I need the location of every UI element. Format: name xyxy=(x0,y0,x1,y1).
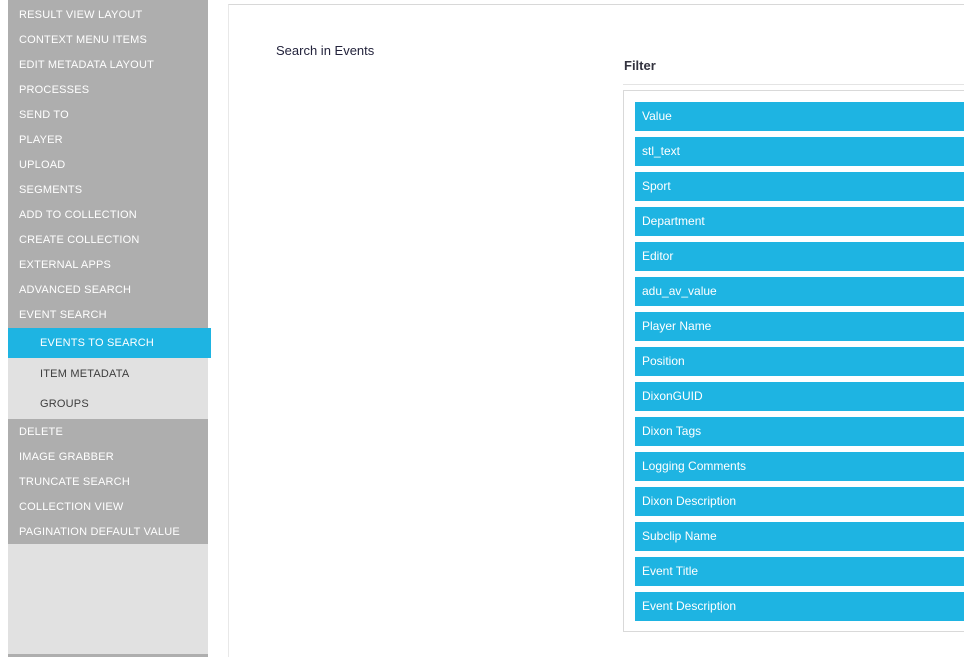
sidebar-sub-item[interactable]: GROUPS xyxy=(40,398,89,410)
filter-section-label: Filter xyxy=(624,58,656,73)
sidebar-item[interactable]: UPLOAD xyxy=(19,159,66,171)
sidebar-item[interactable]: RESULT VIEW LAYOUT xyxy=(19,9,143,21)
sidebar-item[interactable]: CONTEXT MENU ITEMS xyxy=(19,34,148,46)
sidebar-item[interactable]: EDIT METADATA LAYOUT xyxy=(19,59,155,71)
sidebar-item[interactable]: DELETE xyxy=(19,426,63,438)
filter-separator-line xyxy=(623,84,964,85)
filter-field-button[interactable]: Department xyxy=(635,207,964,236)
filter-field-button[interactable]: Subclip Name xyxy=(635,522,964,551)
sidebar-item[interactable]: EXTERNAL APPS xyxy=(19,259,112,271)
sidebar-group-bottom xyxy=(8,419,208,544)
sidebar-item[interactable]: EVENT SEARCH xyxy=(19,309,107,321)
filter-field-button[interactable]: Sport xyxy=(635,172,964,201)
sidebar-item[interactable]: IMAGE GRABBER xyxy=(19,451,114,463)
filter-field-button[interactable]: adu_av_value xyxy=(635,277,964,306)
sidebar-item[interactable]: CREATE COLLECTION xyxy=(19,234,140,246)
filter-field-button[interactable]: Value xyxy=(635,102,964,131)
filter-field-button[interactable]: Event Title xyxy=(635,557,964,586)
filter-field-button[interactable]: DixonGUID xyxy=(635,382,964,411)
sidebar-item[interactable]: PLAYER xyxy=(19,134,63,146)
page-title: Search in Events xyxy=(276,43,375,58)
filter-field-button[interactable]: Event Description xyxy=(635,592,964,621)
sidebar-group-top xyxy=(8,0,208,328)
filter-field-button[interactable]: Position xyxy=(635,347,964,376)
sidebar-item[interactable]: ADVANCED SEARCH xyxy=(19,284,132,296)
sidebar-sub-item[interactable]: ITEM METADATA xyxy=(40,368,130,380)
sidebar-item[interactable]: COLLECTION VIEW xyxy=(19,501,124,513)
sidebar-item[interactable]: ADD TO COLLECTION xyxy=(19,209,137,221)
filter-field-button[interactable]: Dixon Tags xyxy=(635,417,964,446)
sidebar-empty-area xyxy=(8,544,208,654)
sidebar-item[interactable]: SEND TO xyxy=(19,109,69,121)
sidebar-item[interactable]: PAGINATION DEFAULT VALUE xyxy=(19,526,180,538)
filter-field-button[interactable]: Dixon Description xyxy=(635,487,964,516)
filter-field-button[interactable]: stl_text xyxy=(635,137,964,166)
filter-fields-panel xyxy=(623,90,964,632)
main-content-panel xyxy=(228,4,964,657)
filter-field-button[interactable]: Editor xyxy=(635,242,964,271)
settings-sidebar xyxy=(8,0,208,657)
sidebar-group-event-search-subitems xyxy=(8,358,208,419)
sidebar-item[interactable]: TRUNCATE SEARCH xyxy=(19,476,130,488)
filter-field-button[interactable]: Logging Comments xyxy=(635,452,964,481)
sidebar-item-events-to-search-selected[interactable]: EVENTS TO SEARCH xyxy=(8,328,211,358)
filter-field-button[interactable]: Player Name xyxy=(635,312,964,341)
sidebar-item[interactable]: SEGMENTS xyxy=(19,184,83,196)
sidebar-item[interactable]: PROCESSES xyxy=(19,84,90,96)
